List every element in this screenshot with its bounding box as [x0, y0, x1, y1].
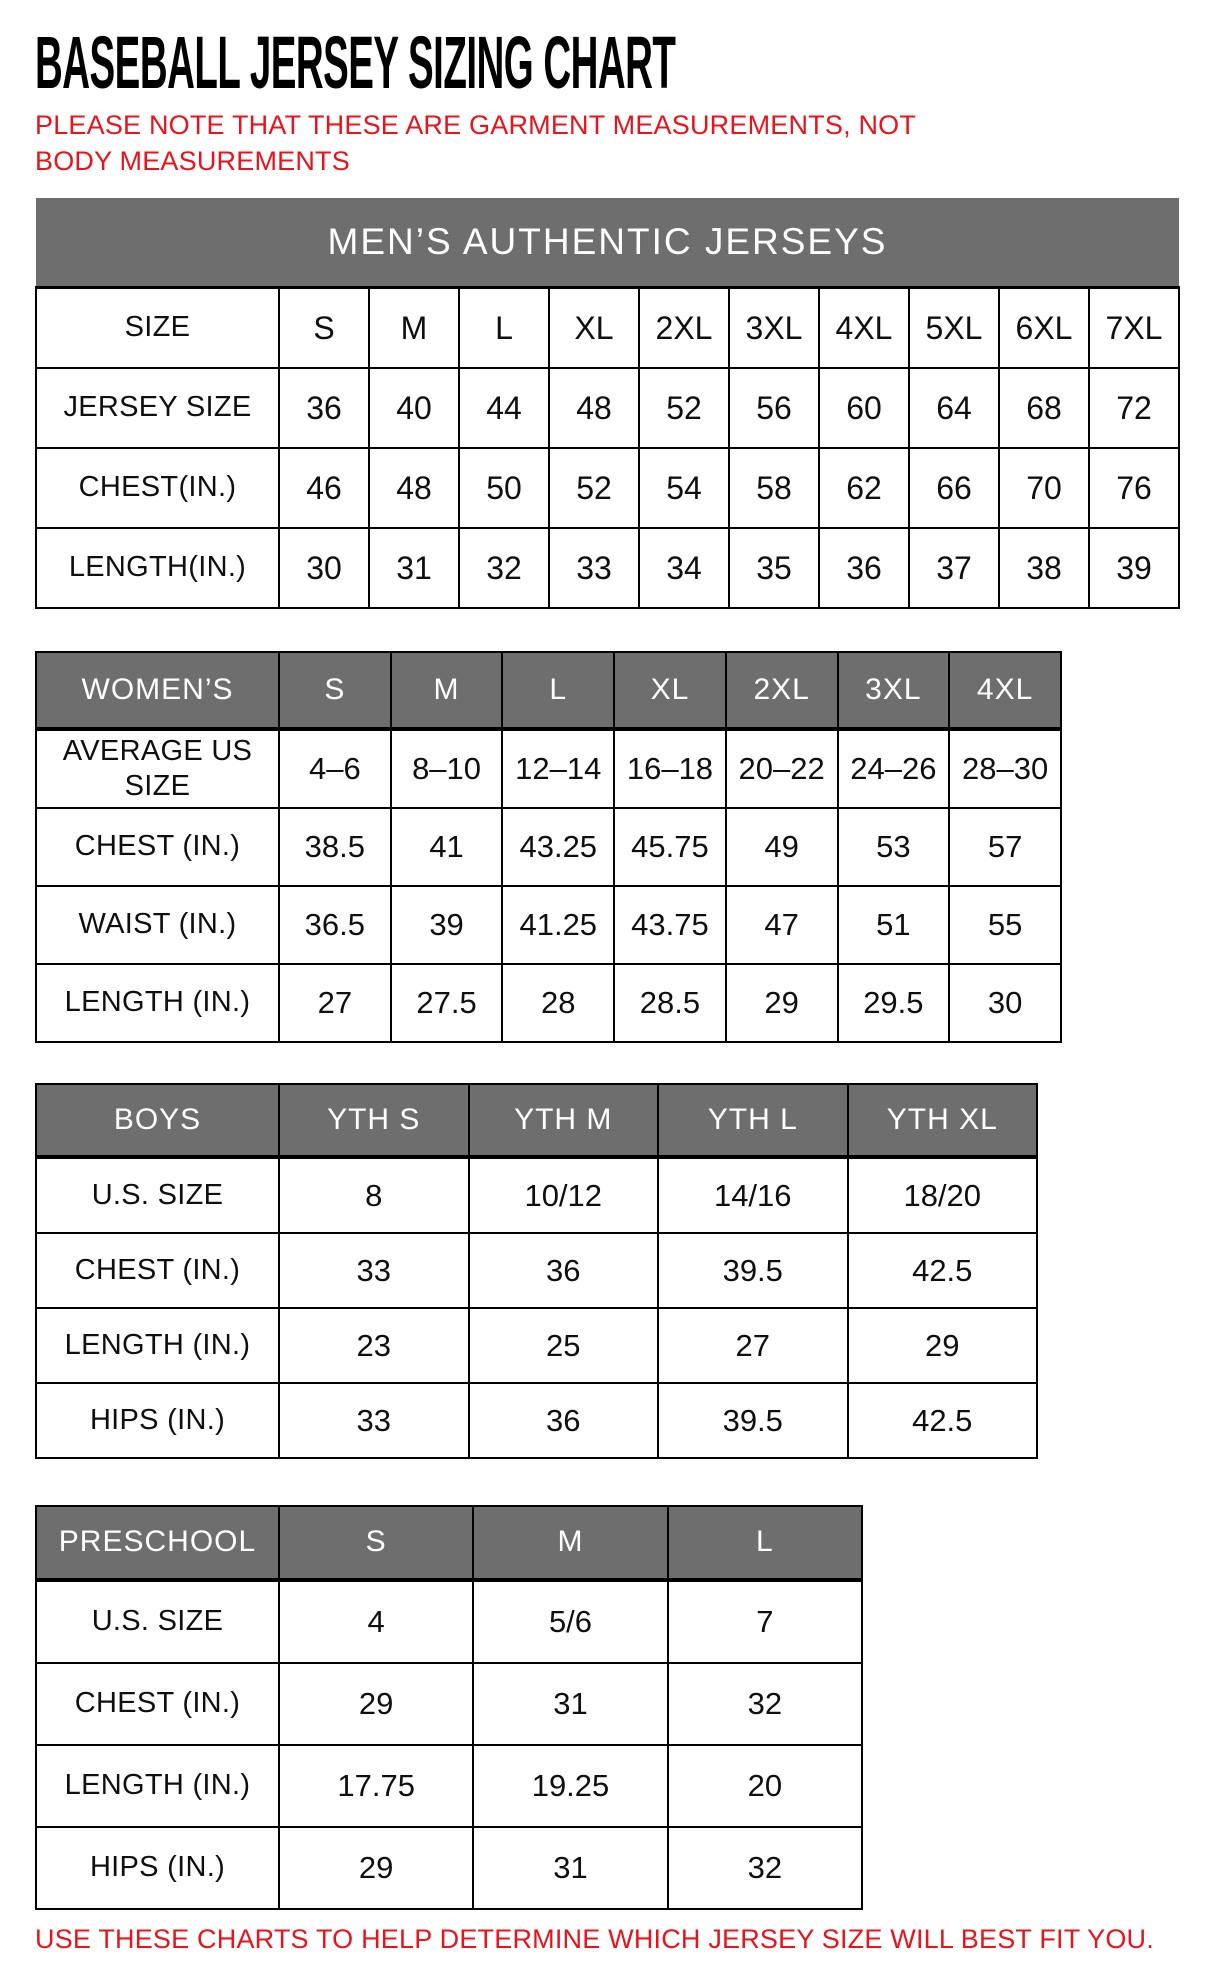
size-column-header: YTH S	[279, 1084, 469, 1157]
size-cell: 25	[469, 1308, 659, 1383]
size-cell: 8–10	[391, 729, 503, 808]
size-cell: 20–22	[726, 729, 838, 808]
tables-container	[35, 198, 1200, 1910]
table-row	[36, 1580, 862, 1663]
size-cell: 4XL	[819, 287, 909, 368]
row-label: LENGTH (IN.)	[36, 1745, 279, 1827]
size-cell: 27.5	[391, 964, 503, 1042]
table-row	[36, 729, 1061, 808]
size-cell: 40	[369, 368, 459, 448]
size-cell: 62	[819, 448, 909, 528]
table-row	[36, 1663, 862, 1745]
womens-sizing-table	[35, 651, 1062, 1043]
size-cell: 38	[999, 528, 1089, 608]
size-cell: 70	[999, 448, 1089, 528]
row-label: CHEST (IN.)	[36, 1663, 279, 1745]
size-cell: 27	[279, 964, 391, 1042]
size-column-header: YTH L	[658, 1084, 848, 1157]
size-cell: 36	[819, 528, 909, 608]
size-cell: 18/20	[848, 1157, 1038, 1233]
size-cell: 32	[668, 1663, 862, 1745]
table-row	[36, 1233, 1037, 1308]
size-cell: 28–30	[949, 729, 1061, 808]
size-cell: 50	[459, 448, 549, 528]
row-label: HIPS (IN.)	[36, 1383, 279, 1458]
size-cell: 33	[549, 528, 639, 608]
size-cell: 54	[639, 448, 729, 528]
size-cell: XL	[549, 287, 639, 368]
row-label: WAIST (IN.)	[36, 886, 279, 964]
row-label: AVERAGE US SIZE	[36, 729, 279, 808]
table-row	[36, 368, 1179, 448]
row-label: SIZE	[36, 287, 279, 368]
size-cell: 72	[1089, 368, 1179, 448]
size-cell: 68	[999, 368, 1089, 448]
size-cell: S	[279, 287, 369, 368]
size-cell: 8	[279, 1157, 469, 1233]
row-label: HIPS (IN.)	[36, 1827, 279, 1909]
size-cell: 19.25	[473, 1745, 667, 1827]
size-cell: 44	[459, 368, 549, 448]
size-cell: 31	[369, 528, 459, 608]
size-cell: 3XL	[729, 287, 819, 368]
size-cell: 29	[279, 1827, 473, 1909]
size-cell: 45.75	[614, 808, 726, 886]
boys-sizing-table	[35, 1083, 1038, 1459]
size-cell: 27	[658, 1308, 848, 1383]
size-cell: 32	[459, 528, 549, 608]
table-row	[36, 1308, 1037, 1383]
preschool-sizing-table	[35, 1505, 863, 1910]
table-row	[36, 1827, 862, 1909]
size-cell: 41.25	[502, 886, 614, 964]
size-cell: 56	[729, 368, 819, 448]
footer-note: USE THESE CHARTS TO HELP DETERMINE WHICH JERSEY SIZE WILL BEST FIT YOU.	[35, 1923, 1154, 1954]
size-cell: 16–18	[614, 729, 726, 808]
size-cell: 39	[1089, 528, 1179, 608]
table-row	[36, 448, 1179, 528]
table-row	[36, 1157, 1037, 1233]
size-column-header: 2XL	[726, 652, 838, 729]
mens-sizing-table	[35, 198, 1180, 609]
table-row	[36, 287, 1179, 368]
size-column-header: S	[279, 652, 391, 729]
page-title	[35, 21, 1200, 104]
size-cell: 47	[726, 886, 838, 964]
size-cell: 29	[279, 1663, 473, 1745]
size-cell: 60	[819, 368, 909, 448]
size-cell: 57	[949, 808, 1061, 886]
size-cell: 48	[549, 368, 639, 448]
size-cell: 7	[668, 1580, 862, 1663]
table-row	[36, 964, 1061, 1042]
size-cell: 41	[391, 808, 503, 886]
size-cell: 10/12	[469, 1157, 659, 1233]
size-cell: 6XL	[999, 287, 1089, 368]
size-cell: 36	[469, 1233, 659, 1308]
size-cell: 42.5	[848, 1233, 1038, 1308]
table-row	[36, 886, 1061, 964]
row-label: JERSEY SIZE	[36, 368, 279, 448]
size-cell: 31	[473, 1663, 667, 1745]
size-cell: 12–14	[502, 729, 614, 808]
size-column-header: M	[391, 652, 503, 729]
size-cell: 5XL	[909, 287, 999, 368]
mens-banner-title: MEN’S AUTHENTIC JERSEYS	[36, 198, 1179, 288]
size-cell: L	[459, 287, 549, 368]
size-cell: 28	[502, 964, 614, 1042]
boys-header-label: BOYS	[36, 1084, 279, 1157]
table-row	[36, 528, 1179, 608]
size-column-header: S	[279, 1506, 473, 1580]
preschool-header-label: PRESCHOOL	[36, 1506, 279, 1580]
size-cell: 23	[279, 1308, 469, 1383]
size-cell: 35	[729, 528, 819, 608]
size-column-header: YTH M	[469, 1084, 659, 1157]
size-cell: 4	[279, 1580, 473, 1663]
size-cell: 7XL	[1089, 287, 1179, 368]
size-cell: 39.5	[658, 1383, 848, 1458]
row-label: U.S. SIZE	[36, 1580, 279, 1663]
table-row	[36, 1383, 1037, 1458]
size-cell: 53	[838, 808, 950, 886]
size-cell: 5/6	[473, 1580, 667, 1663]
row-label: CHEST(IN.)	[36, 448, 279, 528]
table-row	[36, 808, 1061, 886]
size-cell: 51	[838, 886, 950, 964]
size-cell: 33	[279, 1383, 469, 1458]
garment-measurement-note: PLEASE NOTE THAT THESE ARE GARMENT MEASUREMENTS, NOT BODY MEASUREMENTS	[35, 110, 916, 176]
size-cell: 37	[909, 528, 999, 608]
row-label: CHEST (IN.)	[36, 808, 279, 886]
size-cell: 39.5	[658, 1233, 848, 1308]
row-label: U.S. SIZE	[36, 1157, 279, 1233]
size-cell: 36	[279, 368, 369, 448]
table-row	[36, 1745, 862, 1827]
size-cell: 64	[909, 368, 999, 448]
size-cell: 43.75	[614, 886, 726, 964]
size-cell: 32	[668, 1827, 862, 1909]
row-label: LENGTH(IN.)	[36, 528, 279, 608]
size-cell: 2XL	[639, 287, 729, 368]
size-column-header: L	[502, 652, 614, 729]
row-label: CHEST (IN.)	[36, 1233, 279, 1308]
size-cell: 20	[668, 1745, 862, 1827]
size-column-header: YTH XL	[848, 1084, 1038, 1157]
size-cell: 33	[279, 1233, 469, 1308]
size-cell: 14/16	[658, 1157, 848, 1233]
size-column-header: L	[668, 1506, 862, 1580]
size-cell: 31	[473, 1827, 667, 1909]
size-cell: 17.75	[279, 1745, 473, 1827]
size-cell: 42.5	[848, 1383, 1038, 1458]
size-cell: 29	[848, 1308, 1038, 1383]
size-cell: 36.5	[279, 886, 391, 964]
size-cell: M	[369, 287, 459, 368]
size-cell: 52	[639, 368, 729, 448]
size-column-header: XL	[614, 652, 726, 729]
size-cell: 24–26	[838, 729, 950, 808]
size-cell: 29	[726, 964, 838, 1042]
size-column-header: 4XL	[949, 652, 1061, 729]
size-cell: 76	[1089, 448, 1179, 528]
row-label: LENGTH (IN.)	[36, 1308, 279, 1383]
size-cell: 29.5	[838, 964, 950, 1042]
size-cell: 34	[639, 528, 729, 608]
size-cell: 38.5	[279, 808, 391, 886]
size-cell: 46	[279, 448, 369, 528]
row-label: LENGTH (IN.)	[36, 964, 279, 1042]
size-cell: 49	[726, 808, 838, 886]
size-cell: 58	[729, 448, 819, 528]
size-cell: 55	[949, 886, 1061, 964]
size-cell: 4–6	[279, 729, 391, 808]
size-cell: 43.25	[502, 808, 614, 886]
size-cell: 30	[279, 528, 369, 608]
page-title-text: BASEBALL JERSEY SIZING CHART	[35, 21, 676, 104]
size-cell: 39	[391, 886, 503, 964]
size-cell: 48	[369, 448, 459, 528]
size-cell: 30	[949, 964, 1061, 1042]
size-cell: 52	[549, 448, 639, 528]
size-cell: 28.5	[614, 964, 726, 1042]
size-cell: 36	[469, 1383, 659, 1458]
size-column-header: M	[473, 1506, 667, 1580]
womens-header-label: WOMEN’S	[36, 652, 279, 729]
size-column-header: 3XL	[838, 652, 950, 729]
size-cell: 66	[909, 448, 999, 528]
